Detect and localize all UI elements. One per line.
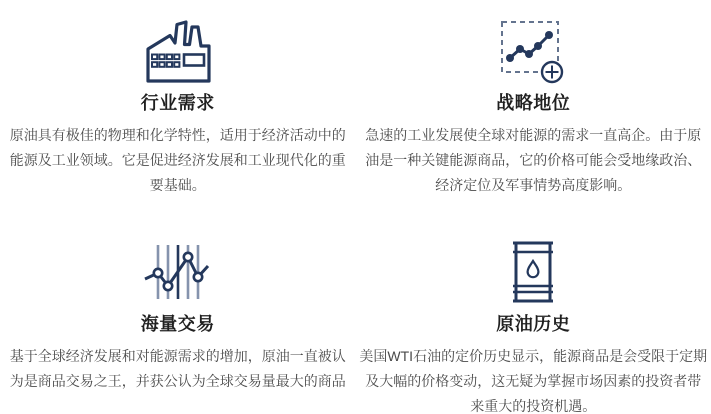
feature-description: 原油具有极佳的物理和化学特性，适用于经济活动中的能源及工业领域。它是促进经济发展和工业现代化的重要基础。 (9, 127, 346, 193)
oil-drop-icon (528, 261, 539, 277)
stock-trading-chart-icon (3, 233, 353, 311)
feature-card-strategic-position (356, 0, 711, 207)
zoom-plus-icon (542, 62, 562, 82)
feature-title: 战略地位 (496, 93, 571, 113)
feature-description: 基于全球经济发展和对能源需求的增加，原油一直被认为是商品交易之王，并获公认为全球交易量最大的商品 (9, 348, 346, 389)
feature-description: 急速的工业发展使全球对能源的需求一直高企。由于原油是一种关键能源商品，它的价格可能会受地缘政治、经济定位及军事情势高度影响。 (365, 127, 702, 193)
feature-card-industry-demand (0, 0, 356, 207)
factory-icon (3, 12, 353, 90)
feature-card-massive-trading (0, 207, 356, 414)
feature-description: 美国WTI石油的定价历史显示，能源商品是会受限于定期及大幅的价格变动，这无疑为掌握市场因素的投资者带来重大的投资机遇。 (359, 348, 708, 414)
oil-barrel-icon (359, 233, 709, 311)
feature-title: 行业需求 (140, 93, 215, 113)
feature-title: 海量交易 (140, 314, 215, 334)
feature-title: 原油历史 (496, 314, 571, 334)
feature-card-oil-history (356, 207, 711, 414)
trend-chart-zoom-icon (359, 12, 709, 90)
